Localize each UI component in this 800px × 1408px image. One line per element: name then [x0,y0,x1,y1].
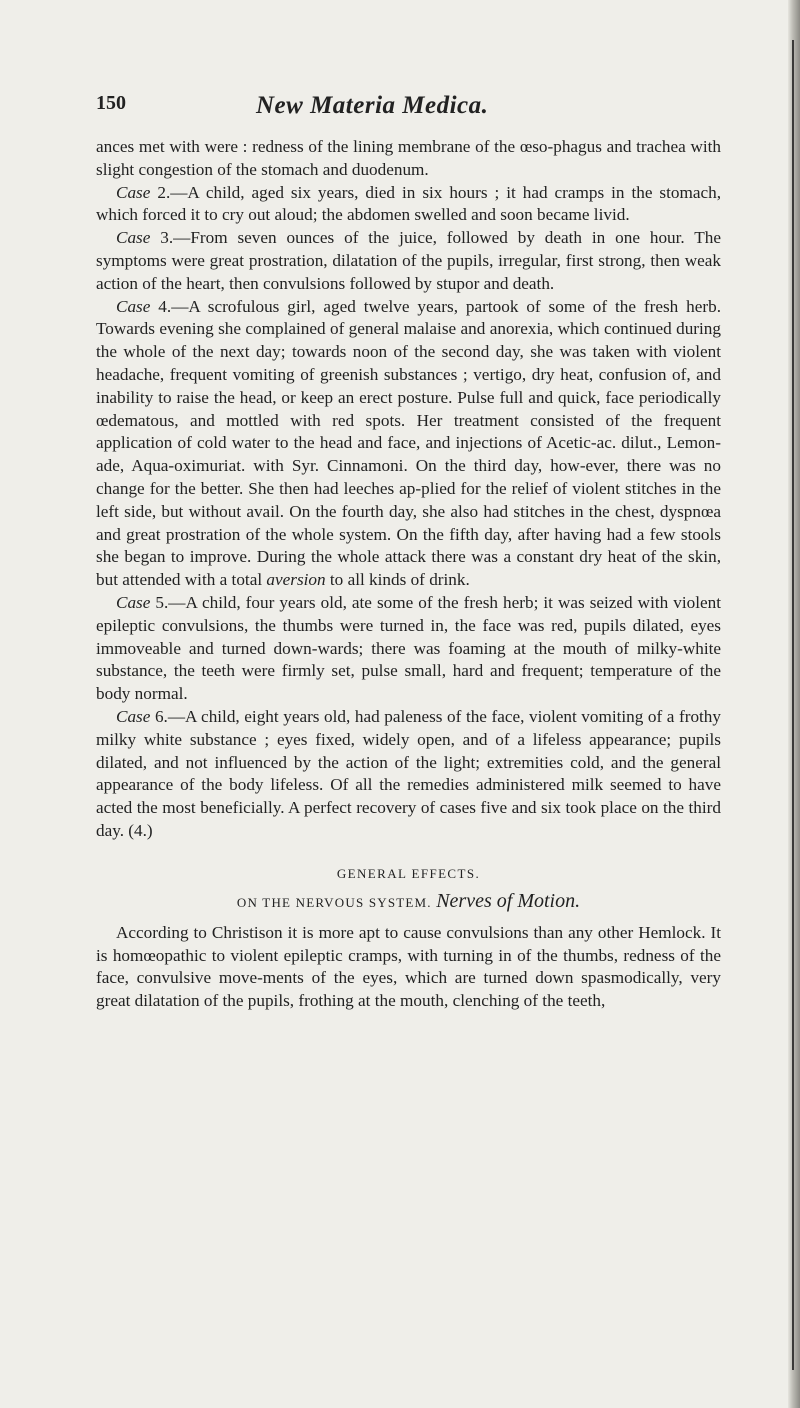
general-effects-paragraph [96,922,721,1013]
page-number: 150 [96,92,126,114]
section-subheading [96,888,721,916]
case-4-paragraph [96,296,721,592]
case-number: 5. [155,592,169,612]
case-text: —A child, eight years old, had paleness of the face, violent vomiting of a frothy milky white substance ; eyes fixed, widely open, and of a lifeless appearance; pupils dilated, and not influenced by the action of the light; extremities cold, and the general appearance of the body lifeless. Of all the remedies administered milk seemed to have acted the most beneficially. A perfect recovery of cases five and six took place on the third day. (4.) [96,706,721,840]
case-number: 6. [154,706,168,726]
case-text: —From seven ounces of the juice, followed by death in one hour. The symptoms were great prostration, dilatation of the pupils, irregular, first strong, then weak action of the heart, then convulsions followed by stupor and death. [96,228,722,293]
case-label: Case [116,592,151,612]
case-label: Case [116,296,151,316]
italic-word: aversion [266,570,326,590]
section-heading: GENERAL EFFECTS. [336,865,481,881]
case-text: —A scrofulous girl, aged twelve years, partook of some of the fresh herb. Towards evening she complained of general malaise and anorexia, which continued during the whole of the next day; towards noon of the second day, she was taken with violent headache, frequent vomiting of greenish substances ; vertigo, dry heat, confusion of, and inability to raise the head, or keep an erect posture. Pulse full and quick, face periodically œdematous, and mottled with red spots. Her treatment consisted of the frequent application of cold water to the head and face, and injections of Acetic-ac. dilut., Lemon-ade, Aqua-oximuriat. with Syr. Cinnamoni. On the third day, how-ever, there was no change for the better. She then had leeches ap-plied for the relief of violent stitches in the left side, but without avail. On the fourth day, she also had stitches in the chest, dyspnœa and great prostration of the whole system. On the fifth day, after having had a few stools she began to improve. During the whole attack there was a constant dry heat of the skin, but attended with a total [96,296,721,590]
paragraph-text: ances met with were : redness of the lining membrane of the œso-phagus and trachea with slight congestion of the stomach and duodenum. [96,137,721,179]
case-2-paragraph [96,182,721,228]
case-number: 4. [158,296,172,316]
case-3-paragraph [96,227,721,295]
subheading-caps: ON THE NERVOUS SYSTEM. [236,894,432,910]
case-text: —A child, four years old, ate some of the fresh herb; it was seized with violent epileptic convulsions, the thumbs were turned in, the face was red, pupils dilated, eyes immoveable and turned down-wards; there was foaming at the mouth of milky-white substance, the teeth were firmly set, pulse small, hard and frequent; temperature of the body normal. [96,592,721,704]
case-label: Case [116,706,151,726]
binding-line [792,40,794,1370]
case-6-paragraph [96,706,721,843]
body-text [96,136,721,1013]
page-header [96,92,716,122]
paragraph-continuation [96,136,721,182]
case-number: 3. [160,228,174,248]
case-text: —A child, aged six years, died in six hours ; it had cramps in the stomach, which forced it to cry out aloud; the abdomen swelled and soon became livid. [96,182,721,225]
running-title: New Materia Medica. [256,92,489,119]
page-edge-shadow [788,0,800,1408]
case-label: Case [116,182,151,202]
subheading-italic: Nerves of Motion. [436,889,581,912]
paragraph-text: According to Christison it is more apt to cause convulsions than any other Hemlock. It is homœopathic to violent epileptic cramps, with turning in of the thumbs, redness of the face, convulsive move-ments of the eyes, which are turned down spasmodically, very great dilatation of the pupils, frothing at the mouth, clenching of the teeth, [96,922,721,1011]
case-number: 2. [157,182,171,202]
case-5-paragraph [96,592,721,706]
case-label: Case [116,228,151,248]
case-text-end: to all kinds of drink. [325,570,470,590]
